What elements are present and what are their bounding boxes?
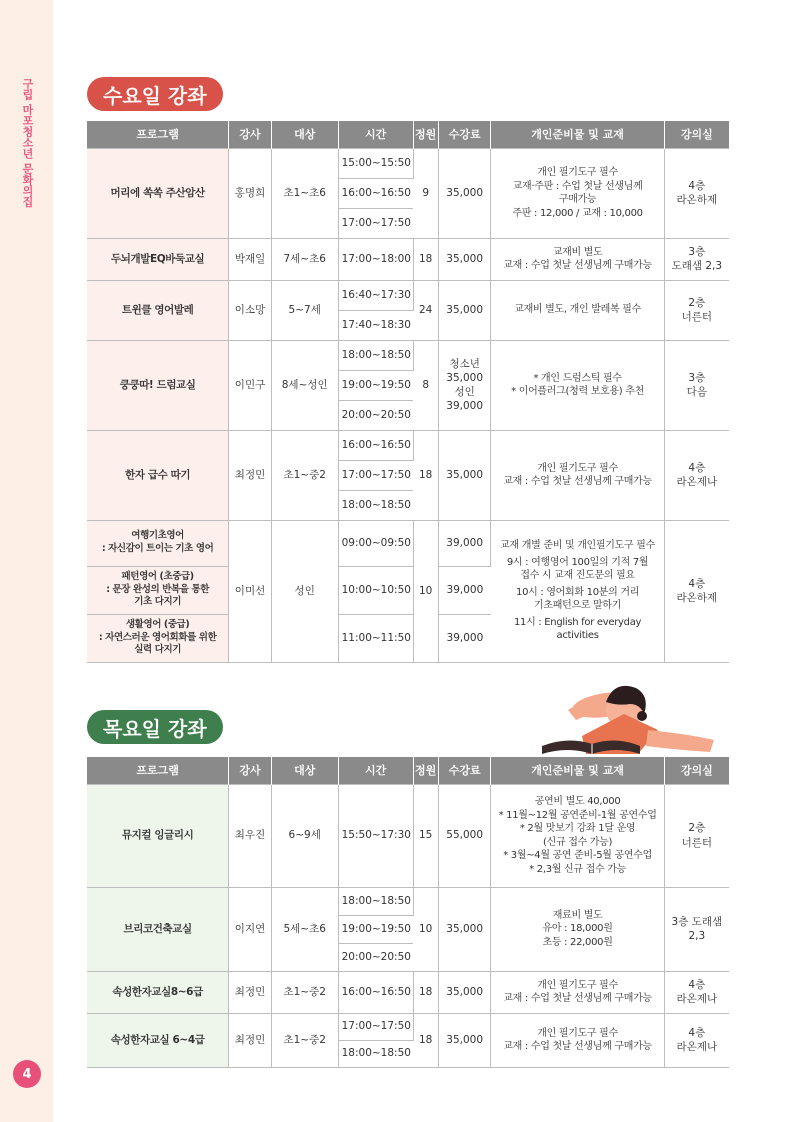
table-row bbox=[87, 148, 729, 178]
fee: 35,000 bbox=[438, 430, 491, 520]
fee-line: 청소년 bbox=[449, 357, 480, 370]
materials-line: 교재 : 수업 첫날 선생님께 구매가능 bbox=[503, 260, 652, 271]
materials-line: 9시 : 여행영어 100일의 기적 7월 bbox=[506, 556, 649, 568]
materials bbox=[491, 340, 664, 430]
materials-line: 구매가능 bbox=[558, 194, 597, 205]
room-name: 너른터 bbox=[681, 836, 713, 849]
header-room: 강의실 bbox=[664, 757, 729, 784]
teacher: 이미선 bbox=[229, 520, 272, 662]
header-target: 대상 bbox=[271, 757, 338, 784]
time-slot: 18:00~18:50 bbox=[338, 340, 413, 370]
teacher: 이지연 bbox=[229, 887, 272, 971]
room bbox=[664, 520, 729, 662]
room-floor: 4층 bbox=[688, 461, 706, 474]
room bbox=[664, 148, 729, 238]
time-slot: 17:00~18:00 bbox=[338, 238, 413, 280]
header-fee: 수강료 bbox=[438, 121, 491, 148]
materials-line: 교재 : 수업 첫날 선생님께 구매가능 bbox=[503, 1041, 652, 1052]
time-slot: 09:00~09:50 bbox=[338, 520, 413, 566]
materials bbox=[491, 238, 664, 280]
program-line: 여행기초영어 bbox=[131, 530, 184, 542]
program-line: 실력 다지기 bbox=[134, 644, 182, 656]
program-line: 기초 다지기 bbox=[134, 596, 182, 608]
materials-line: 교재비 별도, 개인 발레복 필수 bbox=[514, 304, 641, 316]
thursday-table bbox=[87, 757, 729, 1068]
fee-line: 35,000 bbox=[446, 371, 484, 384]
program-name: 속성한자교실 6~4급 bbox=[87, 1013, 229, 1067]
capacity: 10 bbox=[413, 520, 438, 662]
materials-line: 교재비 별도 bbox=[552, 246, 603, 258]
room-floor: 2층 bbox=[688, 296, 706, 309]
teacher: 최정민 bbox=[229, 1013, 272, 1067]
target: 성인 bbox=[271, 520, 338, 662]
teacher: 박재일 bbox=[229, 238, 272, 280]
room bbox=[664, 887, 729, 971]
teacher: 최우진 bbox=[229, 784, 272, 887]
time-slot: 17:40~18:30 bbox=[338, 310, 413, 340]
side-label: 구립 마포청소년 문화의집 bbox=[21, 78, 34, 207]
materials bbox=[491, 1013, 664, 1067]
materials-line: 기초패턴으로 말하기 bbox=[534, 600, 622, 612]
room-floor: 2층 bbox=[688, 822, 706, 835]
header-time: 시간 bbox=[338, 121, 413, 148]
materials-line: 개인 필기도구 필수 bbox=[537, 462, 618, 474]
header-target: 대상 bbox=[271, 121, 338, 148]
time-slot: 19:00~19:50 bbox=[338, 915, 413, 943]
room-name: 다음 bbox=[686, 386, 707, 398]
time-slot: 17:00~17:50 bbox=[338, 1013, 413, 1040]
time-slot: 16:40~17:30 bbox=[338, 280, 413, 310]
fee: 35,000 bbox=[438, 148, 491, 238]
materials-line: 개인 필기도구 필수 bbox=[537, 1027, 618, 1039]
materials-line: 11시 : English for everyday bbox=[513, 616, 642, 628]
fee: 35,000 bbox=[438, 1013, 491, 1067]
target: 초1~중2 bbox=[271, 430, 338, 520]
time-slot: 15:50~17:30 bbox=[338, 784, 413, 887]
time-slot: 20:00~20:50 bbox=[338, 943, 413, 971]
fee-line: 성인 bbox=[454, 386, 475, 398]
room bbox=[664, 430, 729, 520]
header-time: 시간 bbox=[338, 757, 413, 784]
program-name: 쿵쿵따! 드럼교실 bbox=[87, 340, 229, 430]
teacher: 최정민 bbox=[229, 971, 272, 1013]
program-name bbox=[87, 614, 229, 662]
target: 6~9세 bbox=[271, 784, 338, 887]
time-slot: 19:00~19:50 bbox=[338, 370, 413, 400]
fee: 39,000 bbox=[438, 566, 491, 614]
materials bbox=[491, 784, 664, 887]
materials-line: * 11월~12월 공연준비-1월 공연수업 bbox=[498, 809, 657, 821]
materials bbox=[491, 971, 664, 1013]
room-name: 너른터 bbox=[681, 311, 713, 323]
materials-line: * 3월~4월 공연 준비-5월 공연수업 bbox=[503, 850, 652, 861]
room-floor: 3층 bbox=[688, 371, 706, 384]
room-floor: 4층 bbox=[688, 1026, 706, 1039]
fee: 35,000 bbox=[438, 971, 491, 1013]
target: 초1~중2 bbox=[271, 971, 338, 1013]
table-row bbox=[87, 971, 729, 1013]
capacity: 24 bbox=[413, 280, 438, 340]
materials-line: * 이어플러그(청력 보호용) 추천 bbox=[511, 386, 644, 397]
materials-line: 교재 개별 준비 및 개인필기도구 필수 bbox=[500, 540, 655, 552]
materials-line: 주판 : 12,000 / 교재 : 10,000 bbox=[512, 207, 643, 219]
capacity: 18 bbox=[413, 1013, 438, 1067]
room-floor: 4층 bbox=[688, 179, 706, 192]
room-name: 2,3 bbox=[688, 930, 706, 942]
materials-line: 유아 : 18,000원 bbox=[542, 923, 613, 935]
room-floor: 4층 bbox=[688, 978, 706, 991]
time-slot: 18:00~18:50 bbox=[338, 887, 413, 915]
program-name: 머리에 쏙쏙 주산암산 bbox=[87, 148, 229, 238]
capacity: 8 bbox=[413, 340, 438, 430]
room bbox=[664, 238, 729, 280]
room-name: 라온제나 bbox=[676, 993, 718, 1005]
materials-line: 접수 시 교재 진도문의 필요 bbox=[520, 570, 635, 582]
time-slot: 16:00~16:50 bbox=[338, 971, 413, 1013]
fee: 35,000 bbox=[438, 887, 491, 971]
materials bbox=[491, 430, 664, 520]
program-line: : 자신감이 트이는 기초 영어 bbox=[101, 543, 214, 554]
materials bbox=[491, 148, 664, 238]
table-row bbox=[87, 887, 729, 915]
table-row bbox=[87, 340, 729, 370]
capacity: 15 bbox=[413, 784, 438, 887]
room-floor: 4층 bbox=[688, 577, 706, 590]
table-row bbox=[87, 784, 729, 887]
wednesday-table bbox=[87, 121, 729, 663]
time-slot: 20:00~20:50 bbox=[338, 400, 413, 430]
program-line: 생활영어 (중급) bbox=[125, 618, 190, 630]
room-name: 라온하제 bbox=[676, 592, 718, 604]
header-teacher: 강사 bbox=[229, 121, 272, 148]
materials-line: (신규 접수 가능) bbox=[543, 836, 613, 848]
wednesday-title: 수요일 강좌 bbox=[87, 77, 223, 111]
room-floor: 3층 bbox=[688, 245, 706, 258]
program-line: : 자연스러운 영어회화를 위한 bbox=[98, 631, 217, 643]
materials-line: 교재 : 수업 첫날 선생님께 구매가능 bbox=[503, 993, 652, 1004]
program-line: : 문장 완성의 반복을 통한 bbox=[106, 583, 210, 595]
header-materials: 개인준비물 및 교재 bbox=[491, 757, 664, 784]
room-name: 도래샘 2,3 bbox=[671, 260, 723, 272]
time-slot: 11:00~11:50 bbox=[338, 614, 413, 662]
target: 초1~초6 bbox=[271, 148, 338, 238]
room-name: 라온하제 bbox=[676, 194, 718, 206]
materials-line: 10시 : 영어회화 10분의 거리 bbox=[516, 586, 640, 598]
time-slot: 18:00~18:50 bbox=[338, 490, 413, 520]
fee: 55,000 bbox=[438, 784, 491, 887]
materials-line: 교재·주판 : 수업 첫날 선생님께 bbox=[512, 180, 643, 192]
time-slot: 18:00~18:50 bbox=[338, 1040, 413, 1067]
program-name: 트윈클 영어발레 bbox=[87, 280, 229, 340]
fee: 39,000 bbox=[438, 614, 491, 662]
target: 5세~초6 bbox=[271, 887, 338, 971]
capacity: 18 bbox=[413, 430, 438, 520]
fee: 35,000 bbox=[438, 238, 491, 280]
thursday-title: 목요일 강좌 bbox=[87, 710, 223, 744]
program-name: 두뇌개발EQ바둑교실 bbox=[87, 238, 229, 280]
room bbox=[664, 971, 729, 1013]
header-program: 프로그램 bbox=[87, 757, 229, 784]
teacher: 최정민 bbox=[229, 430, 272, 520]
fee: 39,000 bbox=[438, 520, 491, 566]
materials-line: 개인 필기도구 필수 bbox=[537, 167, 618, 178]
target: 초1~중2 bbox=[271, 1013, 338, 1067]
room bbox=[664, 340, 729, 430]
fee: 35,000 bbox=[438, 280, 491, 340]
materials-line: activities bbox=[556, 630, 599, 642]
table-header-row bbox=[87, 757, 729, 784]
teacher: 홍명희 bbox=[229, 148, 272, 238]
materials bbox=[491, 280, 664, 340]
capacity: 9 bbox=[413, 148, 438, 238]
time-slot: 10:00~10:50 bbox=[338, 566, 413, 614]
time-slot: 16:00~16:50 bbox=[338, 178, 413, 208]
header-room: 강의실 bbox=[664, 121, 729, 148]
time-slot: 16:00~16:50 bbox=[338, 430, 413, 460]
program-name bbox=[87, 566, 229, 614]
time-slot: 17:00~17:50 bbox=[338, 460, 413, 490]
materials-line: 공연비 별도 40,000 bbox=[534, 796, 621, 807]
room bbox=[664, 280, 729, 340]
program-line: 패턴영어 (초중급) bbox=[121, 570, 194, 582]
header-materials: 개인준비물 및 교재 bbox=[491, 121, 664, 148]
room-floor: 3층 도래샘 bbox=[671, 915, 723, 928]
teacher: 이소망 bbox=[229, 280, 272, 340]
fee-line: 39,000 bbox=[446, 400, 484, 413]
room-name: 라온제나 bbox=[676, 476, 718, 488]
table-row bbox=[87, 1013, 729, 1040]
table-row bbox=[87, 430, 729, 460]
time-slot: 17:00~17:50 bbox=[338, 208, 413, 238]
program-name: 속성한자교실8~6급 bbox=[87, 971, 229, 1013]
materials-line: 교재 : 수업 첫날 선생님께 구매가능 bbox=[503, 476, 652, 487]
room bbox=[664, 784, 729, 887]
table-row bbox=[87, 238, 729, 280]
target: 5~7세 bbox=[271, 280, 338, 340]
header-program: 프로그램 bbox=[87, 121, 229, 148]
materials-line: * 개인 드럼스틱 필수 bbox=[533, 372, 622, 384]
target: 7세~초6 bbox=[271, 238, 338, 280]
header-teacher: 강사 bbox=[229, 757, 272, 784]
capacity: 18 bbox=[413, 238, 438, 280]
materials bbox=[491, 520, 664, 662]
materials-line: * 2,3월 신규 접수 가능 bbox=[529, 863, 626, 875]
program-name: 뮤지컬 잉글리시 bbox=[87, 784, 229, 887]
teacher: 이민구 bbox=[229, 340, 272, 430]
table-row bbox=[87, 280, 729, 310]
materials-line: 초등 : 22,000원 bbox=[542, 936, 613, 948]
room-name: 라온제나 bbox=[676, 1041, 718, 1053]
program-name: 브리코건축교실 bbox=[87, 887, 229, 971]
header-capacity: 정원 bbox=[413, 121, 438, 148]
materials bbox=[491, 887, 664, 971]
program-name: 한자 급수 따기 bbox=[87, 430, 229, 520]
materials-line: 개인 필기도구 필수 bbox=[537, 979, 618, 991]
room bbox=[664, 1013, 729, 1067]
target: 8세~성인 bbox=[271, 340, 338, 430]
fee bbox=[438, 340, 491, 430]
materials-line: * 2월 맛보기 강좌 1달 운영 bbox=[519, 823, 636, 834]
header-capacity: 정원 bbox=[413, 757, 438, 784]
time-slot: 15:00~15:50 bbox=[338, 148, 413, 178]
reading-person-illustration bbox=[528, 674, 718, 756]
program-name bbox=[87, 520, 229, 566]
table-row bbox=[87, 520, 729, 566]
table-header-row bbox=[87, 121, 729, 148]
capacity: 10 bbox=[413, 887, 438, 971]
capacity: 18 bbox=[413, 971, 438, 1013]
header-fee: 수강료 bbox=[438, 757, 491, 784]
page-number: 4 bbox=[13, 1060, 41, 1088]
materials-line: 재료비 별도 bbox=[552, 909, 603, 921]
